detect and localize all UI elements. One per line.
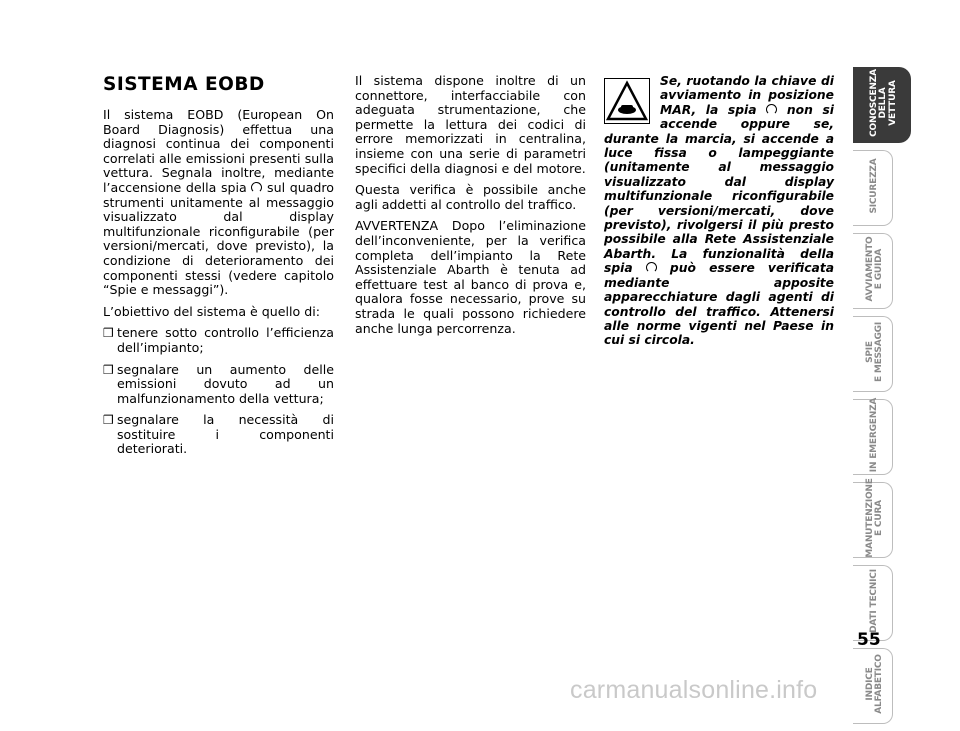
checkbox-bullet-icon: ❒ — [103, 362, 114, 377]
tab-sicurezza[interactable]: SICUREZZA — [853, 150, 918, 226]
engine-warning-light-icon — [251, 182, 262, 193]
checkbox-bullet-icon: ❒ — [103, 326, 114, 341]
tab-manutenzione-e-cura[interactable]: MANUTENZIONE E CURA — [853, 482, 918, 558]
engine-warning-light-icon — [766, 104, 777, 115]
warning-text-b: non si accende oppure se, durante la marcia, si accende a luce fissa o lampeggiante (unitamente al messaggio visualizzato dal display multifunzionale riconfigurabile (per versioni/mercati, dove previsto), rivolgersi il più presto possibile alla Rete Assistenziale Abarth. La funzionalità della spia — [604, 102, 835, 276]
warning-text-c: può essere verificata mediante apposite apparecchiature dagli agenti di controllo del traffico. Attenersi alle norme vigenti nel Paese in cui si circola. — [604, 261, 835, 348]
warning-box — [604, 74, 834, 348]
main-column-left — [103, 74, 334, 464]
warning-text-a: Se, ruotando la chiave di avviamento in posizione MAR, la spia — [660, 74, 834, 117]
intro-text-b: sul quadro strumenti unitamente al messaggio visualizzato dal display multifunzionale riconfigurabile (per versioni/mercati, dove previsto), la condizione di deterioramento dei componenti stessi (vedere capitolo “Spie e messaggi”). — [103, 179, 334, 298]
tab-indice-alfabetico[interactable]: INDICE ALFABETICO — [853, 648, 918, 724]
list-item: ❒ segnalare un aumento delle emissioni dovuto ad un malfunzionamento della vettura; — [103, 361, 334, 406]
list-item: ❒ segnalare la necessità di sostituire i componenti deteriorati. — [103, 412, 334, 457]
checkbox-bullet-icon: ❒ — [103, 413, 114, 428]
main-column-middle — [355, 74, 586, 343]
tab-dati-tecnici[interactable]: DATI TECNICI — [853, 565, 918, 641]
warning-triangle-icon — [604, 78, 650, 124]
section-title: SISTEMA EOBD — [103, 74, 265, 95]
avvertenza-paragraph: AVVERTENZA Dopo l’eliminazione dell’inconveniente, per la verifica completa dell’impianto la Rete Assistenziale Abarth è tenuta ad effettuare test al banco di prova e, qualora fosse necessario, prove su strada le quali possono richiedere anche lunga percorrenza. — [355, 218, 586, 336]
tab-conoscenza-della-vettura[interactable]: CONOSCENZA DELLA VETTURA — [853, 67, 918, 143]
tab-avviamento-e-guida[interactable]: AVVIAMENTO E GUIDA — [853, 233, 918, 309]
intro-text-a: Il sistema EOBD (European On Board Diagnosis) effettua una diagnosi continua dei componenti correlati alle emissioni presenti sulla vettura. Segnala inoltre, mediante l’accensione della spia — [103, 107, 334, 195]
traffic-check-paragraph: Questa verifica è possibile anche agli addetti al controllo del traffico. — [355, 182, 586, 212]
tab-in-emergenza[interactable]: IN EMERGENZA — [853, 399, 918, 475]
list-item: ❒ tenere sotto controllo l’efficienza dell’impianto; — [103, 325, 334, 355]
objective-paragraph: L’obiettivo del sistema è quello di: — [103, 303, 320, 319]
engine-warning-light-icon — [646, 262, 657, 273]
connector-paragraph: Il sistema dispone inoltre di un connettore, interfacciabile con adeguata strumentazione, che permette la lettura dei codici di errore memorizzati in centralina, insieme con una serie di parametri specifici della diagnosi e del motore. — [355, 73, 586, 176]
page-number: 55 — [857, 630, 881, 650]
intro-paragraph — [103, 108, 334, 298]
tab-spie-e-messaggi[interactable]: SPIE E MESSAGGI — [853, 316, 918, 392]
watermark-text: carmanualsonline.info — [570, 676, 818, 704]
